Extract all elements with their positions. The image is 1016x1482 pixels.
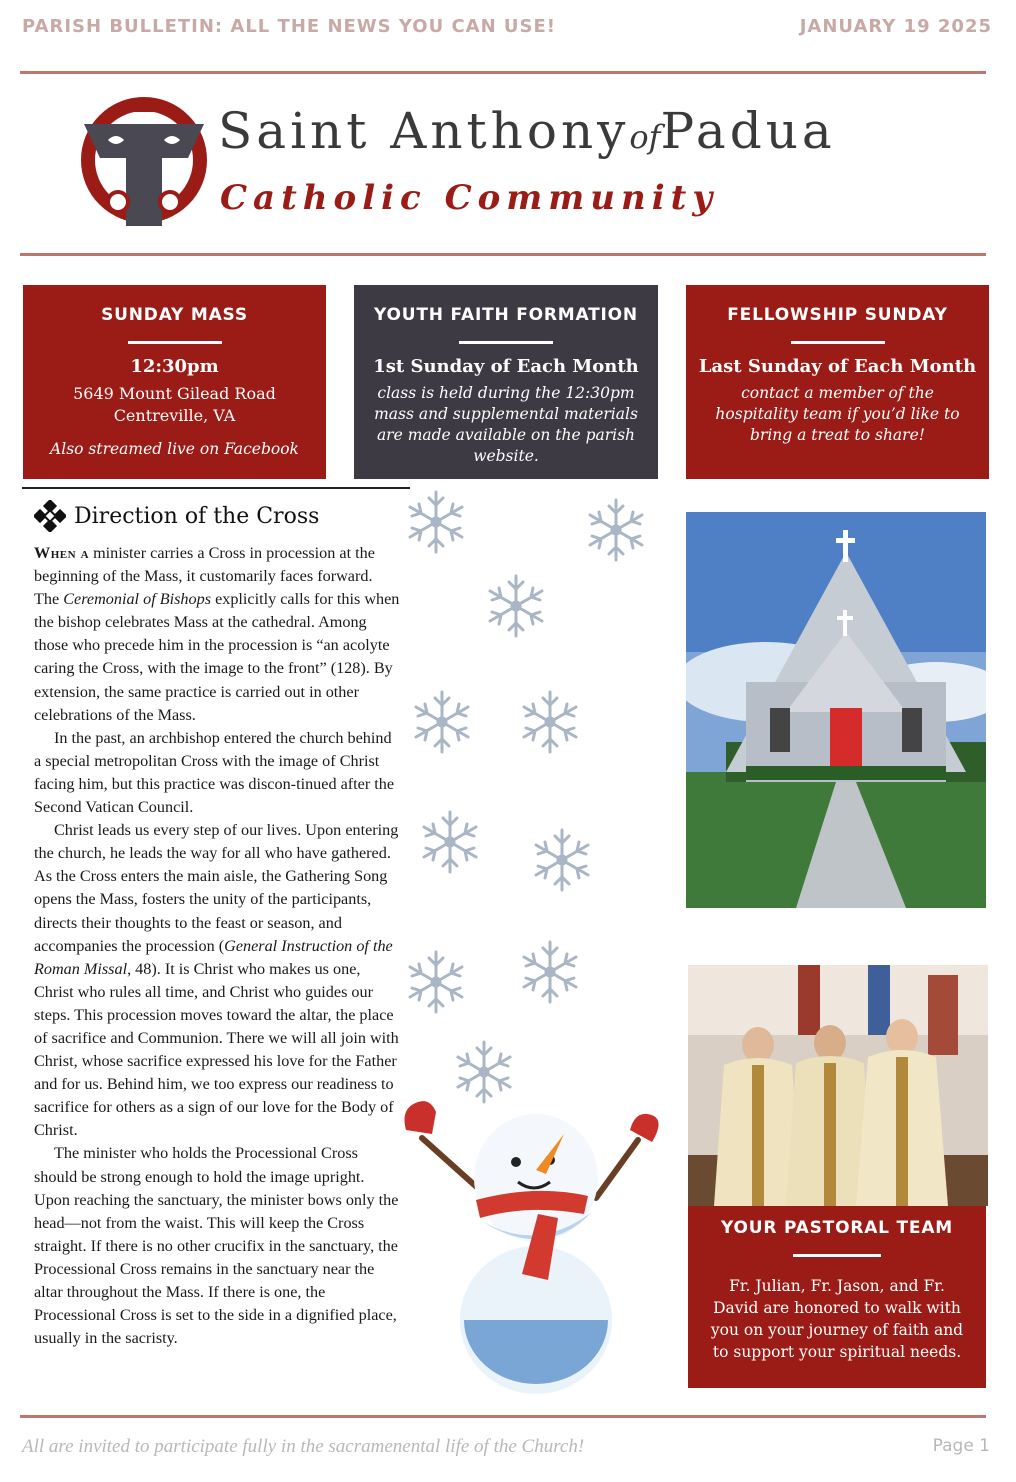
bulletin-header	[22, 12, 992, 42]
parish-subtitle: Catholic Community	[220, 178, 719, 218]
article-heading	[34, 500, 400, 532]
card-divider	[459, 341, 553, 344]
card-divider	[128, 341, 222, 344]
snowflake-icon	[536, 830, 588, 890]
winter-decoration	[400, 480, 680, 1410]
stream-note: Also streamed live on Facebook	[50, 440, 299, 458]
mass-address-line2: Centreville, VA	[113, 406, 236, 425]
snowflake-icon	[524, 942, 576, 1002]
article-direction-of-the-cross	[34, 500, 400, 1350]
page-number: Page 1	[932, 1436, 990, 1456]
cross-ornament-icon	[34, 500, 66, 532]
snowflake-icon	[590, 500, 642, 560]
article-paragraph: The minister who holds the Processional Cross should be strong enough to hold the image upright. Upon reaching the sanctuary, the minister bows only the head—not from the waist. This will keep the Cross straight. If there is no other crucifix in the sanctuary, the Processional Cross remains in the sanctuary near the altar throughout the Mass. If there is one, the Processional Cross is set to the side in a dignified place, usually in the sacristy.	[34, 1144, 399, 1348]
snowflake-icon	[410, 492, 462, 552]
parish-logo-icon	[78, 94, 210, 230]
snowflake-icon	[490, 576, 542, 636]
article-divider	[22, 487, 410, 489]
masthead-divider	[20, 253, 986, 256]
article-title: Direction of the Cross	[74, 503, 320, 529]
snowflake-icon	[416, 692, 468, 752]
parish-masthead	[78, 90, 958, 235]
team-title: YOUR PASTORAL TEAM	[721, 1218, 953, 1238]
card-divider	[793, 1254, 881, 1257]
sunday-mass-card	[23, 285, 326, 479]
parish-name: Saint AnthonyofPadua	[218, 102, 836, 160]
pastoral-team-card	[688, 1206, 986, 1388]
snowflake-icon	[458, 1042, 510, 1102]
fellowship-sunday-card	[686, 285, 989, 479]
article-paragraph: In the past, an archbishop entered the church behind a special metropolitan Cross with the image of Christ facing him, but this practice was discon-tinued after the Second Vatican Council.	[34, 728, 395, 817]
footer-tagline: All are invited to participate fully in the sacramenental life of the Church!	[22, 1436, 585, 1457]
church-photo	[686, 512, 986, 908]
bulletin-date: JANUARY 19 2025	[799, 16, 992, 37]
bulletin-title: PARISH BULLETIN: ALL THE NEWS YOU CAN USE!	[22, 16, 557, 37]
formation-note: class is held during the 12:30pm mass and supplemental materials are made available on the parish website.	[374, 384, 638, 465]
card-title: YOUTH FAITH FORMATION	[374, 305, 638, 325]
article-paragraph: Christ leads us every step of our lives. Upon entering the church, he leads the way for all who have gathered. As the Cross enters the main aisle, the Gathering Song opens the Mass, fosters the unity of the participants, directs their thoughts to the feast or season, and accompanies the procession (General Instruction of the Roman Missal, 48). It is Christ who makes us one, Christ who rules all time, and Christ who guides our steps. This procession moves toward the altar, the place of sacrifice and Communion. There we will all join with Christ, whose sacrifice expressed his love for the Father and for us. Behind him, we too express our readiness to sacrifice for others as a sign of our love for the Body of Christ.	[34, 821, 399, 1140]
team-description: Fr. Julian, Fr. Jason, and Fr. David are honored to walk with you on your journey of faith and to support your spiritual needs.	[710, 1277, 964, 1361]
mass-time: 12:30pm	[130, 356, 219, 377]
snowflake-icon	[524, 692, 576, 752]
card-title: SUNDAY MASS	[101, 305, 248, 325]
snowman-icon	[405, 1101, 659, 1394]
mass-address-line1: 5649 Mount Gilead Road	[73, 384, 276, 403]
fellowship-note: contact a member of the hospitality team if you’d like to bring a treat to share!	[715, 384, 960, 444]
header-divider	[20, 71, 986, 74]
snowflake-icon	[410, 952, 462, 1012]
fellowship-schedule: Last Sunday of Each Month	[698, 356, 977, 377]
footer-divider	[20, 1415, 986, 1418]
article-paragraph: When a minister carries a Cross in procession at the beginning of the Mass, it customarily faces forward. The Ceremonial of Bishops explicitly calls for this when the bishop celebrates Mass at the cathedral. Among those who precede him in the procession is “an acolyte caring the Cross, with the image to the front” (128). By extension, the same practice is carried out in other celebrations of the Mass.	[34, 544, 400, 724]
formation-schedule: 1st Sunday of Each Month	[373, 356, 639, 377]
card-title: FELLOWSHIP SUNDAY	[727, 305, 948, 325]
snowflake-icon	[424, 812, 476, 872]
youth-faith-formation-card	[354, 285, 658, 479]
pastoral-team-photo	[688, 965, 988, 1206]
card-divider	[791, 341, 885, 344]
